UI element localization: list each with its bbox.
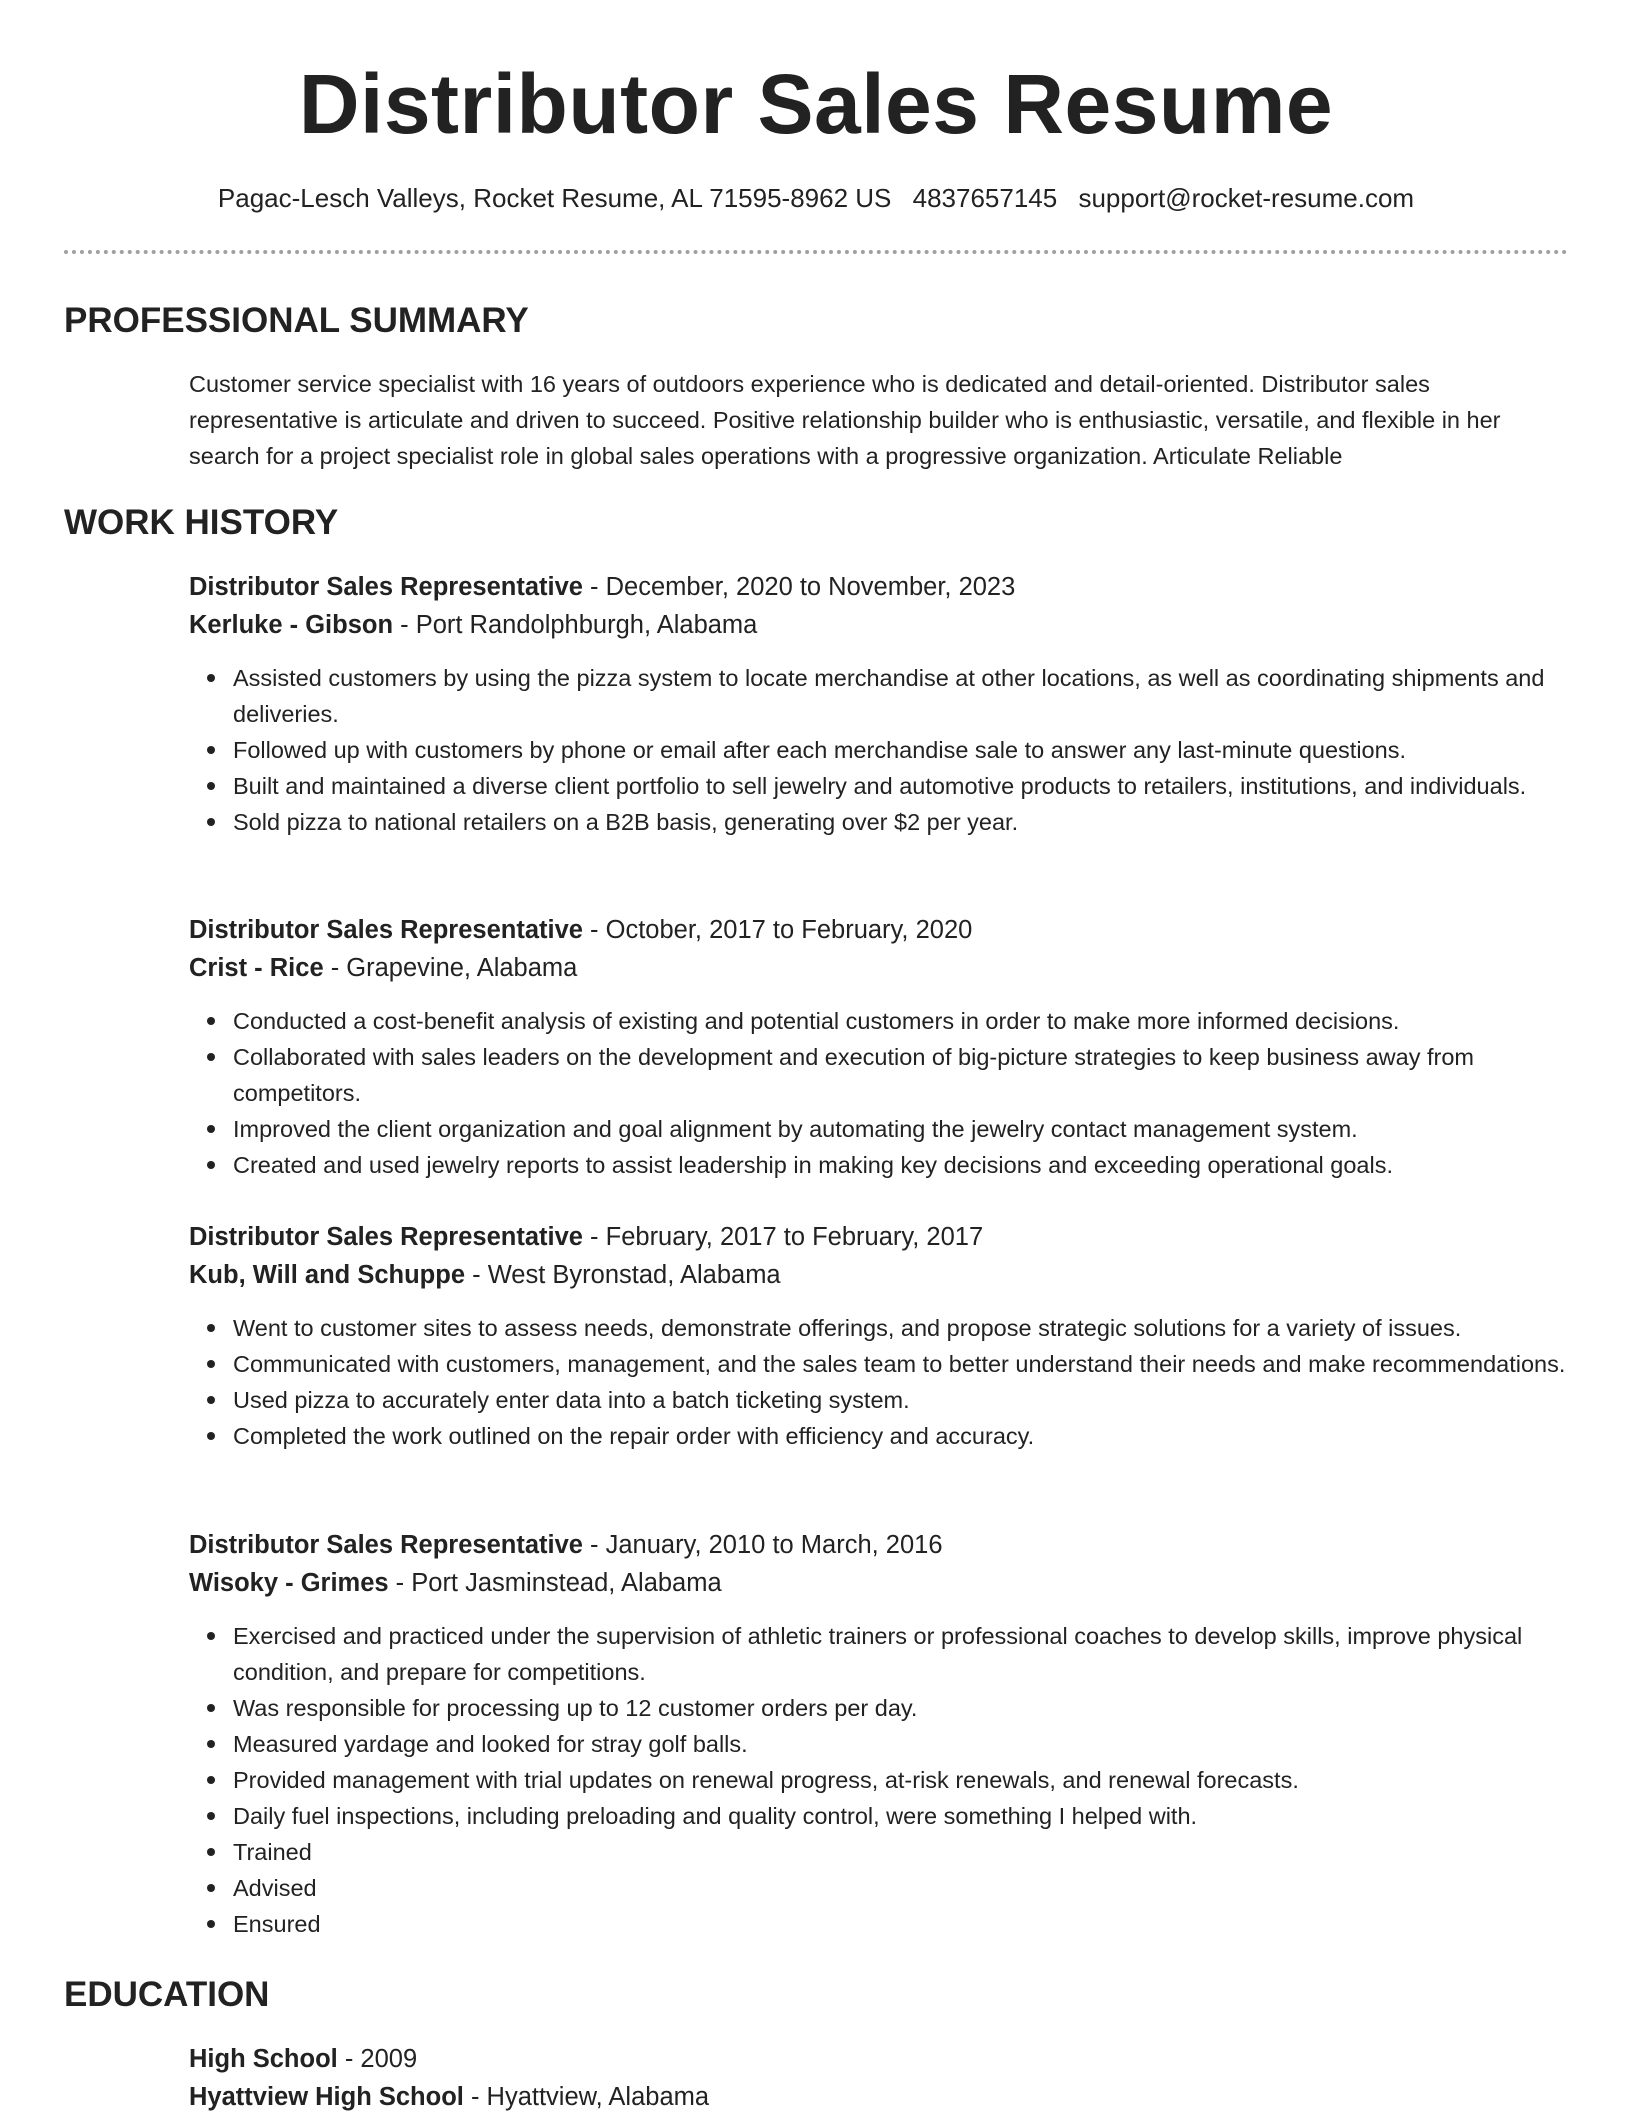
list-item: Improved the client organization and goal alignment by automating the jewelry contact management system.	[233, 1111, 1569, 1147]
job-location: - West Byronstad, Alabama	[465, 1261, 781, 1289]
list-item: Was responsible for processing up to 12 customer orders per day.	[233, 1690, 1569, 1726]
job-company: Kub, Will and Schuppe	[189, 1261, 466, 1289]
job-title-line	[189, 568, 1569, 606]
job-entry	[189, 568, 1569, 840]
contact-address: Pagac-Lesch Valleys, Rocket Resume, AL 71595-8962 US	[217, 183, 892, 213]
resume-title: Distributor Sales Resume	[298, 57, 1334, 151]
education-heading: EDUCATION	[64, 1975, 270, 2014]
header-divider	[64, 250, 1568, 254]
list-item: Trained	[233, 1834, 1569, 1870]
job-dates: - October, 2017 to February, 2020	[582, 916, 973, 944]
job-dates: - December, 2020 to November, 2023	[582, 573, 1016, 601]
job-location: - Grapevine, Alabama	[323, 954, 578, 982]
job-company-line	[189, 949, 1569, 987]
job-company: Crist - Rice	[189, 954, 324, 982]
contact-phone: 4837657145	[912, 183, 1058, 213]
job-title-line	[189, 911, 1569, 949]
job-title-line	[189, 1526, 1569, 1564]
job-title-line	[189, 1218, 1569, 1256]
job-bullets	[189, 1618, 1569, 1942]
job-company-line	[189, 1564, 1569, 1602]
job-bullets	[189, 1310, 1569, 1454]
job-company-line	[189, 1256, 1569, 1294]
list-item: Completed the work outlined on the repair order with efficiency and accuracy.	[233, 1418, 1569, 1454]
job-dates: - January, 2010 to March, 2016	[582, 1531, 943, 1559]
list-item: Ensured	[233, 1906, 1569, 1942]
list-item: Provided management with trial updates on renewal progress, at-risk renewals, and renewal forecasts.	[233, 1762, 1569, 1798]
list-item: Went to customer sites to assess needs, demonstrate offerings, and propose strategic solutions for a variety of issues.	[233, 1310, 1569, 1346]
list-item: Communicated with customers, management, and the sales team to better understand their needs and make recommendations.	[233, 1346, 1569, 1382]
list-item: Collaborated with sales leaders on the development and execution of big-picture strategies to keep business away from competitors.	[233, 1039, 1569, 1111]
list-item: Daily fuel inspections, including preloading and quality control, were something I helped with.	[233, 1798, 1569, 1834]
education-year: - 2009	[337, 2045, 418, 2073]
job-title: Distributor Sales Representative	[189, 916, 583, 944]
summary-text: Customer service specialist with 16 years of outdoors experience who is dedicated and detail-oriented. Distributor sales representative is articulate and driven to succeed. Positive relationship builder who is enthusiastic, versatile, and flexible in her search for a project specialist role in global sales operations with a progressive organization. Articulate Reliable	[189, 371, 1501, 469]
contact-email: support@rocket-resume.com	[1078, 183, 1415, 213]
list-item: Conducted a cost-benefit analysis of existing and potential customers in order to make more informed decisions.	[233, 1003, 1569, 1039]
job-title: Distributor Sales Representative	[189, 1223, 583, 1251]
education-degree-line	[189, 2040, 1569, 2078]
summary-heading: PROFESSIONAL SUMMARY	[64, 301, 529, 340]
contact-line	[0, 180, 1632, 216]
job-entry	[189, 1218, 1569, 1454]
list-item: Sold pizza to national retailers on a B2B basis, generating over $2 per year.	[233, 804, 1569, 840]
work-history-heading: WORK HISTORY	[64, 503, 339, 542]
list-item: Exercised and practiced under the supervision of athletic trainers or professional coaches to develop skills, improve physical condition, and prepare for competitions.	[233, 1618, 1569, 1690]
list-item: Created and used jewelry reports to assist leadership in making key decisions and exceeding operational goals.	[233, 1147, 1569, 1183]
list-item: Measured yardage and looked for stray golf balls.	[233, 1726, 1569, 1762]
job-bullets	[189, 1003, 1569, 1183]
education-school-line	[189, 2078, 1569, 2116]
list-item: Built and maintained a diverse client portfolio to sell jewelry and automotive products to retailers, institutions, and individuals.	[233, 768, 1569, 804]
job-location: - Port Jasminstead, Alabama	[388, 1569, 722, 1597]
education-school: Hyattview High School	[189, 2083, 464, 2111]
job-company: Kerluke - Gibson	[189, 611, 394, 639]
job-dates: - February, 2017 to February, 2017	[582, 1223, 984, 1251]
job-company-line	[189, 606, 1569, 644]
job-title: Distributor Sales Representative	[189, 1531, 583, 1559]
education-degree: High School	[189, 2045, 338, 2073]
job-bullets	[189, 660, 1569, 840]
list-item: Advised	[233, 1870, 1569, 1906]
education-location: - Hyattview, Alabama	[463, 2083, 710, 2111]
list-item: Used pizza to accurately enter data into a batch ticketing system.	[233, 1382, 1569, 1418]
job-company: Wisoky - Grimes	[189, 1569, 389, 1597]
job-title: Distributor Sales Representative	[189, 573, 583, 601]
job-location: - Port Randolphburgh, Alabama	[393, 611, 758, 639]
list-item: Assisted customers by using the pizza system to locate merchandise at other locations, as well as coordinating shipments and deliveries.	[233, 660, 1569, 732]
list-item: Followed up with customers by phone or email after each merchandise sale to answer any last-minute questions.	[233, 732, 1569, 768]
job-entry	[189, 1526, 1569, 1942]
education-entry	[189, 2040, 1569, 2116]
job-entry	[189, 911, 1569, 1183]
